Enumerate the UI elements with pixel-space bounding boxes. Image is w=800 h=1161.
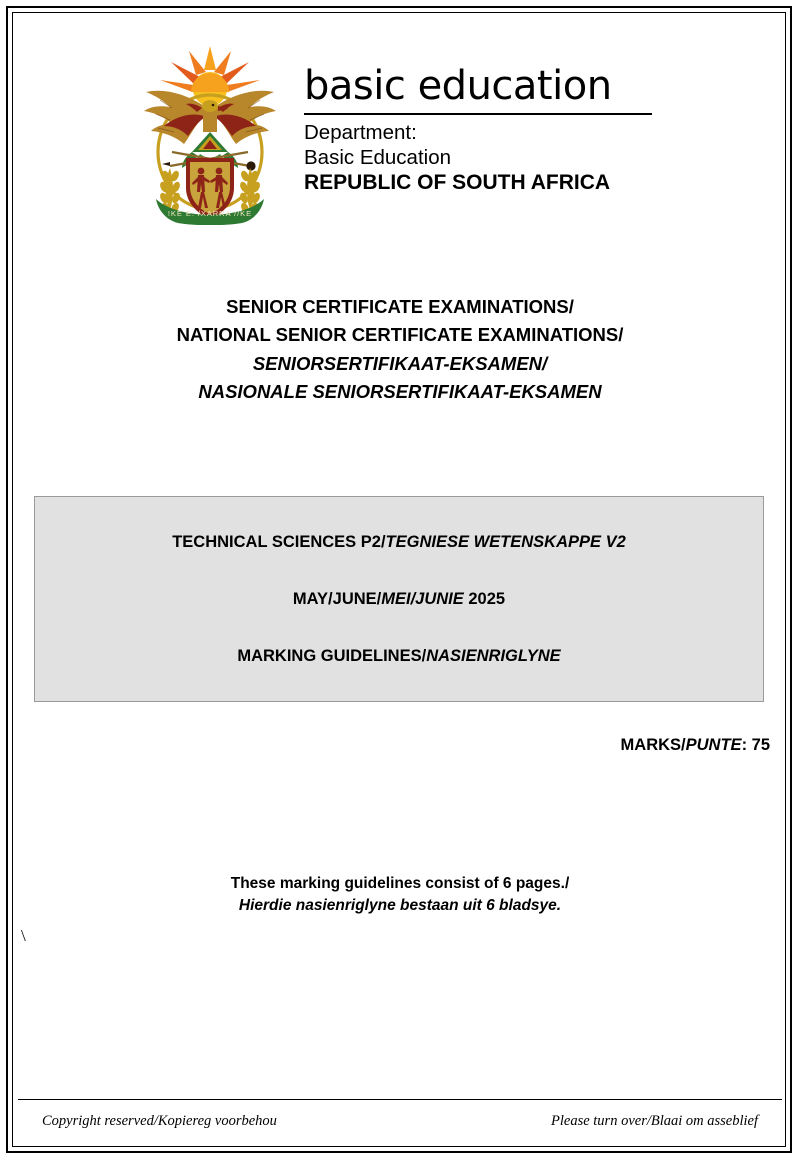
svg-text:!KE E: /XARRA //KE: !KE E: /XARRA //KE (167, 209, 253, 218)
letterhead (18, 16, 782, 225)
document-type-af: NASIENRIGLYNE (426, 646, 561, 665)
page-footer (18, 1099, 782, 1151)
subject-title-line (45, 533, 753, 553)
brand-title: basic education (304, 63, 612, 109)
exam-session-year: 2025 (463, 589, 506, 608)
exam-heading-line-3: SENIORSERTIFIKAAT-EKSAMEN/ (252, 352, 548, 374)
stray-backslash: \ (21, 925, 26, 945)
footer-turn-over: Please turn over/Blaai om asseblief (551, 1113, 758, 1129)
page-content (18, 16, 782, 1144)
pages-note-af: Hierdie nasienriglyne bestaan uit 6 bladsye. (238, 896, 562, 914)
marks-value: : 75 (741, 735, 770, 754)
exam-session-en: MAY/JUNE/ (292, 589, 382, 608)
marks-row (18, 736, 782, 755)
brand-underline (304, 113, 652, 115)
department-name: Basic Education (304, 146, 452, 169)
pages-note (18, 873, 782, 917)
exam-session-line (45, 590, 753, 610)
document-type-line (45, 647, 753, 667)
document-type-en: MARKING GUIDELINES/ (237, 646, 427, 665)
exam-heading-line-1: SENIOR CERTIFICATE EXAMINATIONS/ (226, 296, 574, 317)
pages-note-en: These marking guidelines consist of 6 pages./ (230, 874, 570, 892)
exam-heading-line-4: NASIONALE SENIORSERTIFIKAAT-EKSAMEN (198, 380, 602, 402)
subject-title-en: TECHNICAL SCIENCES P2/ (172, 533, 386, 552)
brand-block (304, 40, 652, 196)
subject-panel (34, 496, 764, 701)
footer-copyright: Copyright reserved/Kopiereg voorbehou (42, 1113, 277, 1129)
marks-label-af: PUNTE (685, 735, 742, 754)
coat-of-arms-icon (130, 40, 290, 225)
department-label: Department: (304, 121, 417, 144)
exam-session-af: MEI/JUNIE (381, 589, 464, 608)
marks-label-en: MARKS/ (620, 735, 686, 754)
exam-heading-line-2: NATIONAL SENIOR CERTIFICATE EXAMINATIONS/ (176, 324, 624, 346)
subject-title-af: TEGNIESE WETENSKAPPE V2 (385, 533, 626, 552)
country-name: REPUBLIC OF SOUTH AFRICA (304, 171, 611, 194)
footer-texts (18, 1100, 782, 1130)
exam-heading (18, 293, 782, 406)
